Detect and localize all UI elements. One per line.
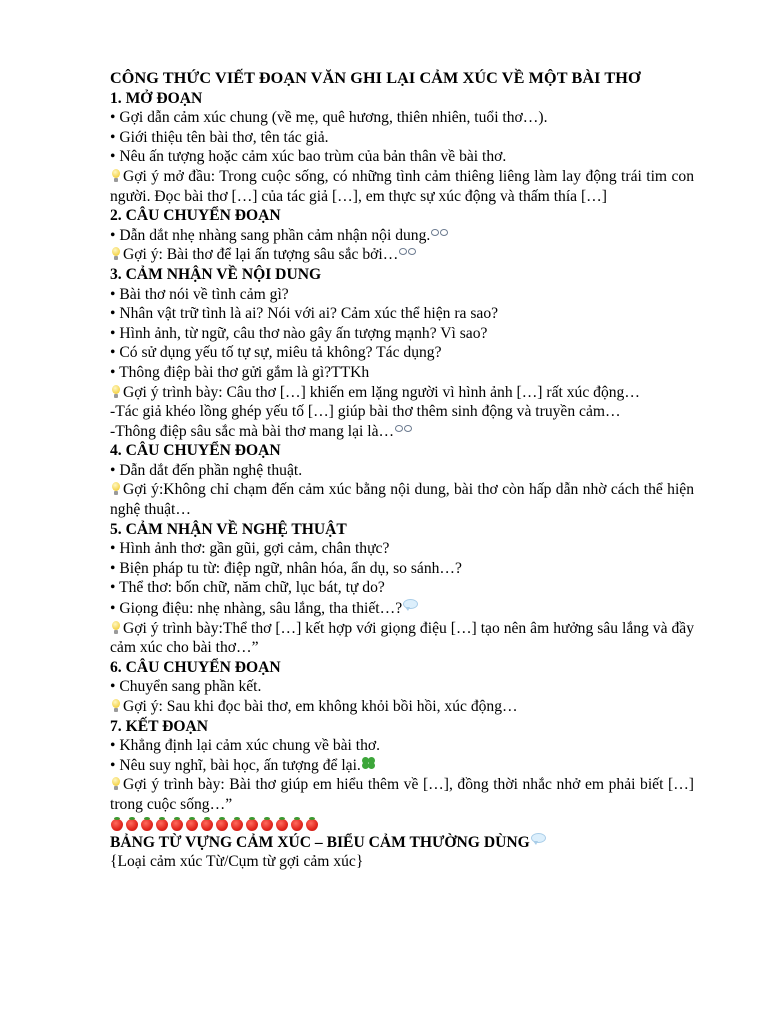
example-text: -Thông điệp sâu sắc mà bài thơ mang lại là…	[110, 422, 395, 440]
strawberry-icon	[245, 816, 259, 831]
strawberry-icon	[140, 816, 154, 831]
vocabulary-table-title	[110, 832, 694, 853]
document-page	[110, 69, 694, 872]
example-paragraph: -Tác giả khéo lồng ghép yếu tố […] giúp bài thơ thêm sinh động và truyền cảm…	[110, 403, 621, 421]
list-item: • Giới thiệu tên bài thơ, tên tác giả.	[110, 128, 329, 146]
section-heading-chuyen-doan-2: 4. CÂU CHUYỂN ĐOẠN	[110, 442, 281, 460]
tip-paragraph	[110, 167, 694, 206]
tip-text: Gợi ý trình bày:Thể thơ […] kết hợp với giọng điệu […] tạo nên âm hưởng sâu lắng và đầy cảm xúc cho bài thơ…”	[110, 619, 694, 657]
strawberry-icon	[125, 816, 139, 831]
list-item: • Biện pháp tu từ: điệp ngữ, nhân hóa, ẩn dụ, so sánh…?	[110, 559, 462, 577]
section-heading-mo-doan: 1. MỞ ĐOẠN	[110, 89, 203, 107]
four-leaf-clover-icon	[361, 756, 377, 771]
list-item-text: • Nêu suy nghĩ, bài học, ấn tượng để lại.	[110, 756, 361, 774]
list-item: • Nêu ấn tượng hoặc cảm xúc bao trùm của bản thân về bài thơ.	[110, 148, 507, 166]
light-bulb-icon	[110, 168, 121, 183]
section-heading-chuyen-doan-3: 6. CÂU CHUYỂN ĐOẠN	[110, 658, 281, 676]
vocabulary-table-header: {Loại cảm xúc Từ/Cụm từ gợi cảm xúc}	[110, 853, 364, 871]
strawberry-icon	[260, 816, 274, 831]
list-item: • Dẫn dắt đến phần nghệ thuật.	[110, 461, 303, 479]
strawberry-icon	[110, 816, 124, 831]
section-heading-nghe-thuat: 5. CẢM NHẬN VỀ NGHỆ THUẬT	[110, 520, 347, 538]
strawberry-icon	[230, 816, 244, 831]
example-paragraph	[110, 422, 694, 442]
tip-paragraph	[110, 245, 694, 265]
section-heading-chuyen-doan-1: 2. CÂU CHUYỂN ĐOẠN	[110, 207, 281, 225]
document-title: CÔNG THỨC VIẾT ĐOẠN VĂN GHI LẠI CẢM XÚC VỀ MỘT BÀI THƠ	[110, 69, 641, 87]
list-item-text: • Giọng điệu: nhẹ nhàng, sâu lắng, tha thiết…?	[110, 600, 403, 618]
tip-paragraph	[110, 619, 694, 658]
list-item	[110, 756, 694, 776]
list-item: • Thông điệp bài thơ gửi gắm là gì?TTKh	[110, 363, 370, 381]
list-item: • Chuyển sang phần kết.	[110, 678, 262, 696]
light-bulb-icon	[110, 776, 121, 791]
tip-text: Gợi ý: Bài thơ để lại ấn tượng sâu sắc bởi…	[123, 246, 399, 264]
strawberry-divider	[110, 815, 694, 832]
glasses-icon	[399, 246, 417, 256]
tip-paragraph	[110, 697, 694, 717]
tip-text: Gợi ý trình bày: Câu thơ […] khiến em lặng người vì hình ảnh […] rất xúc động…	[123, 383, 640, 401]
tip-paragraph	[110, 775, 694, 814]
strawberry-icon	[290, 816, 304, 831]
list-item	[110, 226, 694, 246]
section-heading-ket-doan: 7. KẾT ĐOẠN	[110, 717, 209, 735]
list-item: • Thể thơ: bốn chữ, năm chữ, lục bát, tự do?	[110, 579, 385, 597]
light-bulb-icon	[110, 698, 121, 713]
light-bulb-icon	[110, 384, 121, 399]
speech-bubble-icon	[402, 598, 418, 611]
strawberry-icon	[305, 816, 319, 831]
section-heading-noi-dung: 3. CẢM NHẬN VỀ NỘI DUNG	[110, 265, 322, 283]
tip-text: Gợi ý trình bày: Bài thơ giúp em hiểu thêm về […], đồng thời nhắc nhở em phải biết […] trong cuộc sống…”	[110, 776, 694, 813]
list-item	[110, 598, 694, 619]
tip-text: Gợi ý mở đầu: Trong cuộc sống, có những tình cảm thiêng liêng làm lay động trái tim con người. Đọc bài thơ […] của tác giả […], em thực sự xúc động và thấm thía […]	[110, 167, 694, 205]
speech-bubble-icon	[530, 832, 546, 845]
vocabulary-table-title-text: BẢNG TỪ VỰNG CẢM XÚC – BIỂU CẢM THƯỜNG DÙNG	[110, 833, 530, 851]
light-bulb-icon	[110, 246, 121, 261]
strawberry-icon	[155, 816, 169, 831]
list-item: • Nhân vật trữ tình là ai? Nói với ai? Cảm xúc thể hiện ra sao?	[110, 305, 499, 323]
list-item: • Bài thơ nói về tình cảm gì?	[110, 285, 289, 303]
list-item-text: • Dẫn dắt nhẹ nhàng sang phần cảm nhận nội dung.	[110, 226, 431, 244]
tip-text: Gợi ý: Sau khi đọc bài thơ, em không khỏi bồi hồi, xúc động…	[123, 698, 518, 715]
tip-text: Gợi ý:Không chỉ chạm đến cảm xúc bằng nội dung, bài thơ còn hấp dẫn nhờ cách thể hiện nghệ thuật…	[110, 481, 694, 519]
strawberry-icon	[170, 816, 184, 831]
light-bulb-icon	[110, 620, 121, 635]
glasses-icon	[395, 423, 413, 433]
list-item: • Khẳng định lại cảm xúc chung về bài thơ.	[110, 737, 381, 755]
list-item: • Hình ảnh thơ: gần gũi, gợi cảm, chân thực?	[110, 540, 390, 558]
list-item: • Gợi dẫn cảm xúc chung (về mẹ, quê hương, thiên nhiên, tuổi thơ…).	[110, 109, 548, 127]
list-item: • Có sử dụng yếu tố tự sự, miêu tả không? Tác dụng?	[110, 344, 442, 362]
glasses-icon	[431, 227, 449, 237]
strawberry-icon	[215, 816, 229, 831]
list-item: • Hình ảnh, từ ngữ, câu thơ nào gây ấn tượng mạnh? Vì sao?	[110, 324, 488, 342]
light-bulb-icon	[110, 481, 121, 496]
strawberry-icon	[275, 816, 289, 831]
strawberry-icon	[185, 816, 199, 831]
tip-paragraph	[110, 383, 694, 403]
strawberry-icon	[200, 816, 214, 831]
tip-paragraph	[110, 480, 694, 519]
